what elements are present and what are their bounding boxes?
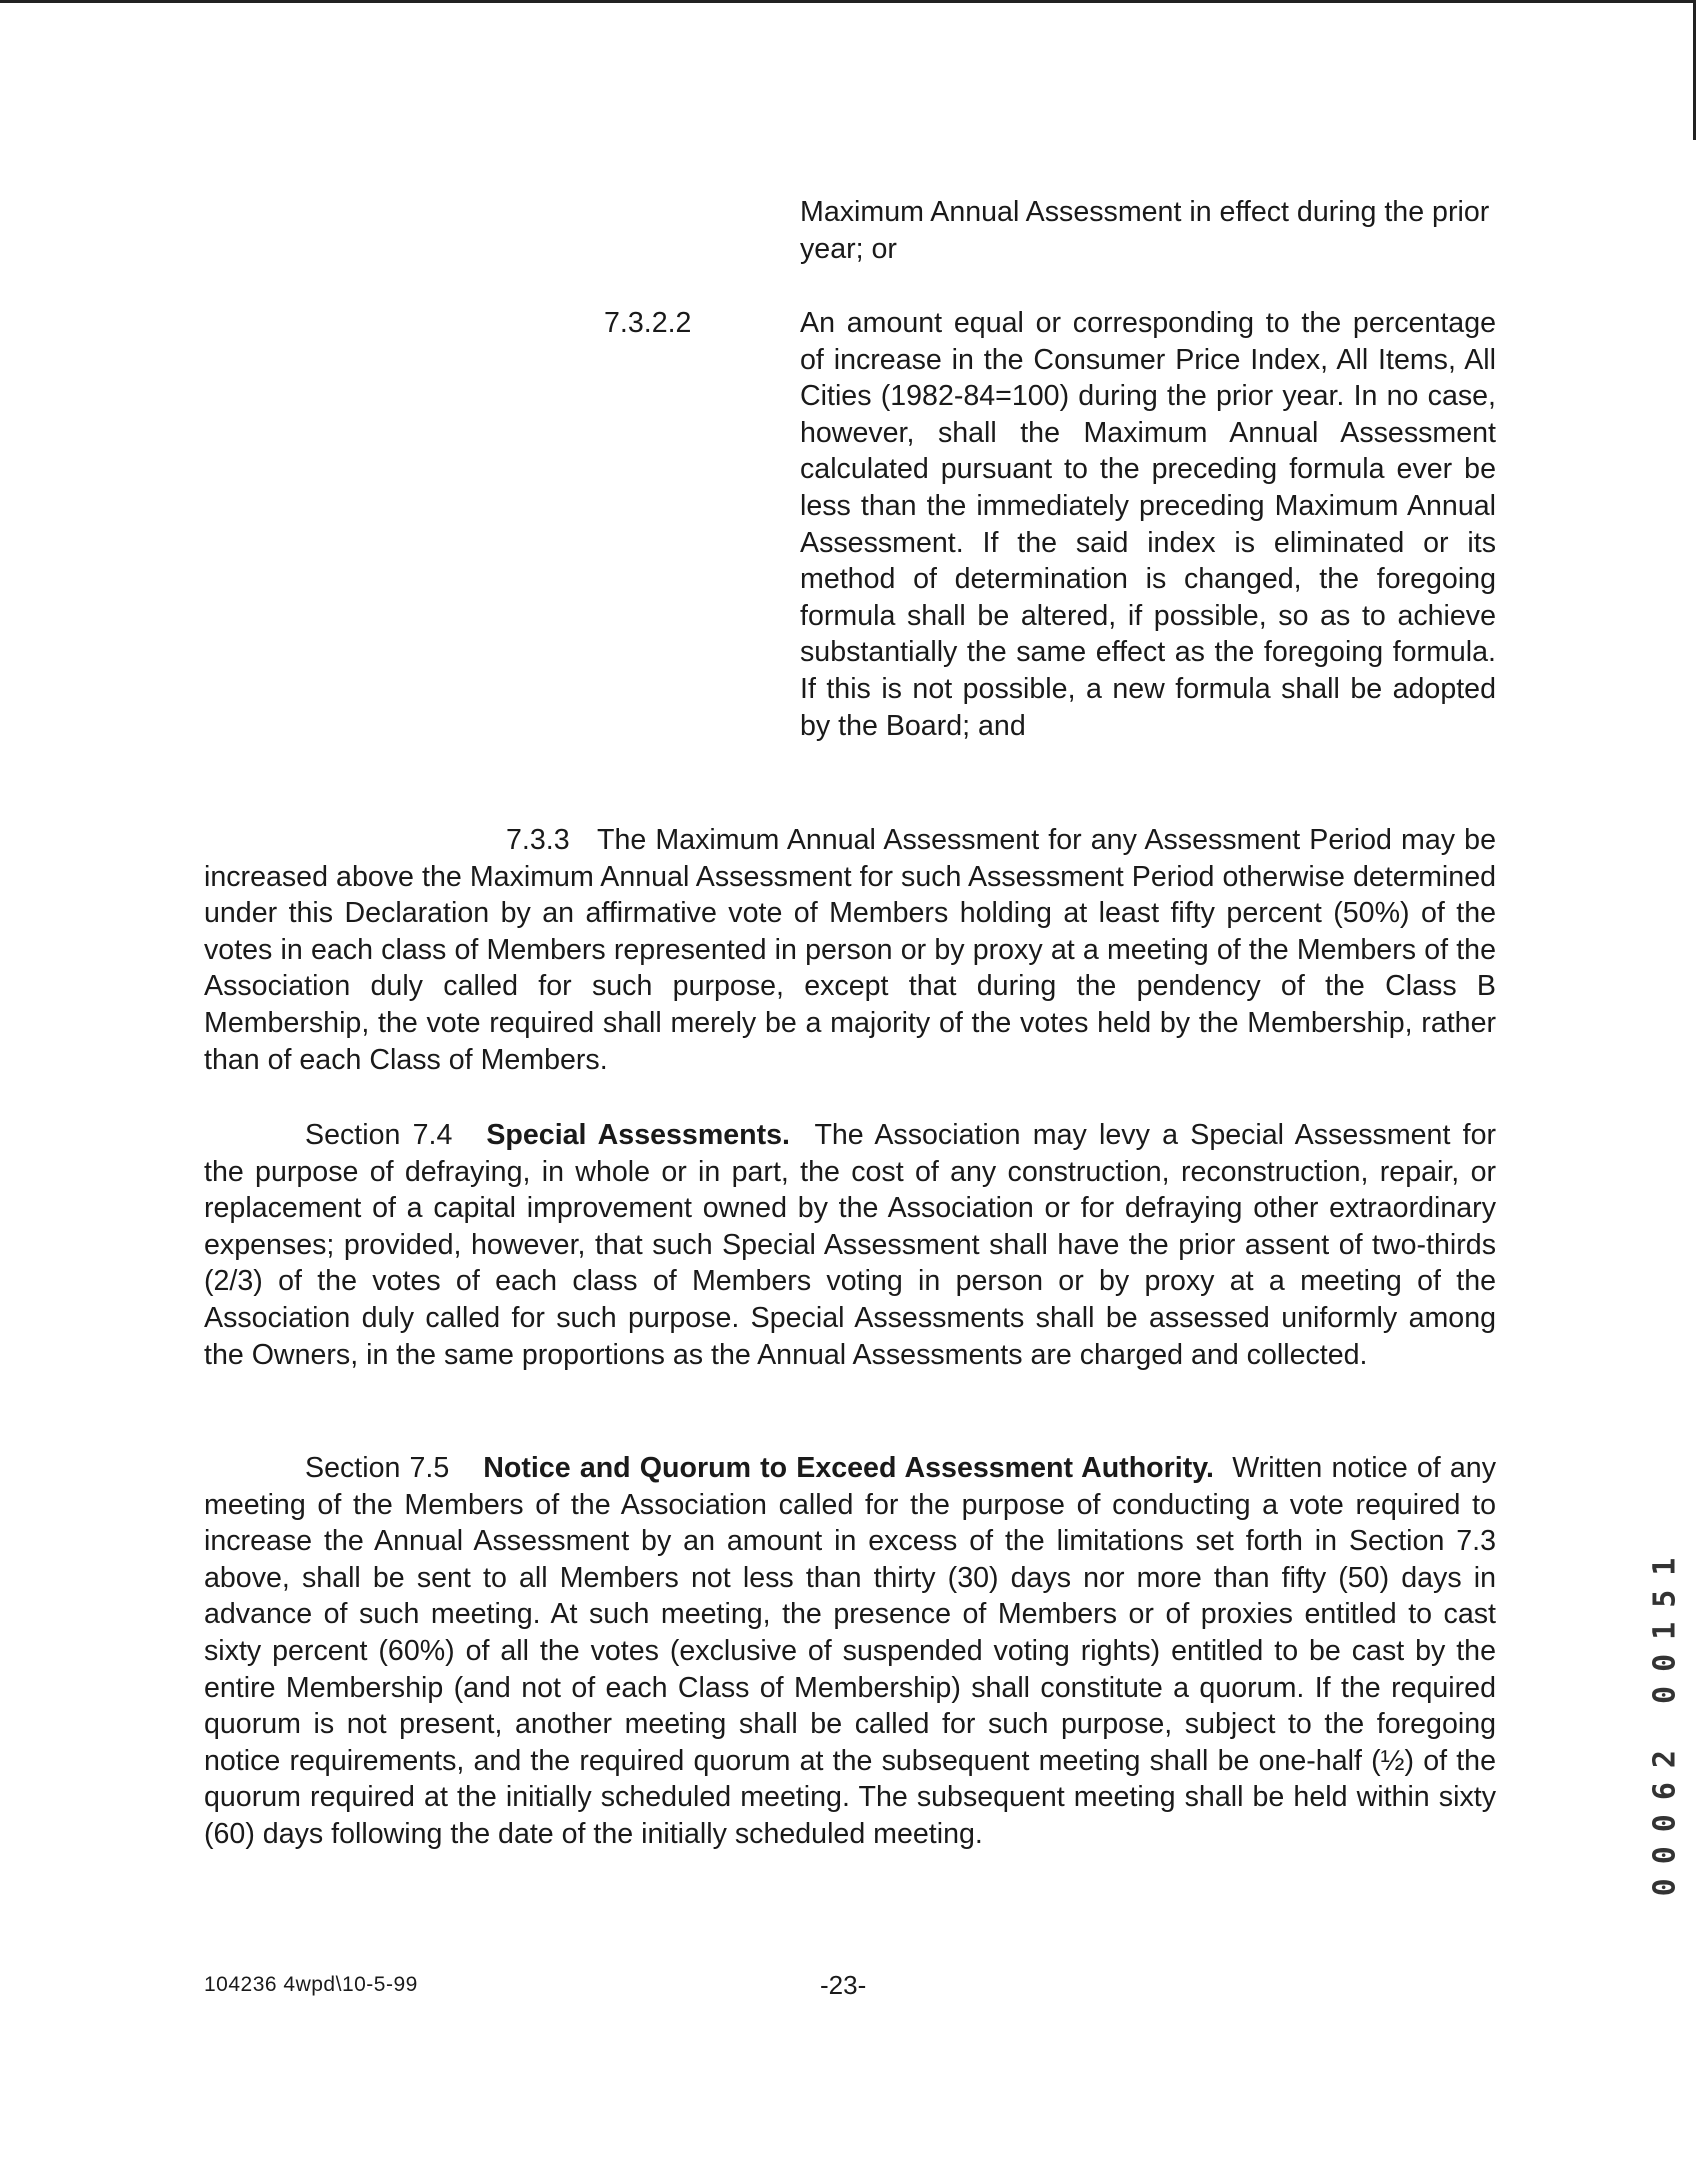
section-text-7-5: Written notice of any meeting of the Members of the Association called for the purpose of conducting a vote required to increase the Annual Assessment by an amount in excess of the limitations set forth in Section 7.3 above, shall be sent to all Members not less than thirty (30) days nor more than fifty (50) days in advance of such meeting. At such meeting, the presence of Members or of proxies entitled to cast sixty percent (60%) of all the votes (exclusive of suspended voting rights) entitled to be cast by the entire Membership (and not of each Class of Membership) shall constitute a quorum. If the required quorum is not present, another meeting shall be called for such purpose, subject to the foregoing notice requirements, and the required quorum at the subsequent meeting shall be one-half (½) of the quorum required at the initially scheduled meeting. The subsequent meeting shall be held within sixty (60) days following the date of the initially scheduled meeting. (204, 1452, 1496, 1850)
subsection-text-7322: An amount equal or corresponding to the percentage of increase in the Consumer Price Index, All Items, All Cities (1982-84=100) during the prior year. In no case, however, shall the Maximum Annual Assessment calculated pursuant to the preceding formula ever be less than the immediately preceding Maximum Annual Assessment. If the said index is eliminated or its method of determination is changed, the foregoing formula shall be altered, if possible, so as to achieve substantially the same effect as the foregoing formula. If this is not possible, a new formula shall be adopted by the Board; and (800, 307, 1496, 742)
subsection-number-733: 7.3.3 (506, 824, 570, 856)
subsection-733 (204, 822, 1496, 1078)
section-7-5 (204, 1450, 1496, 1853)
margin-bates-stamp (1640, 1500, 1690, 1940)
section-title-7-4: Special Assessments. (486, 1119, 790, 1151)
section-7-4 (204, 1117, 1496, 1373)
footer-page-number: -23- (820, 1970, 867, 2000)
section-label-7-5: Section 7.5 (305, 1452, 450, 1484)
subsection-number-7322: 7.3.2.2 (604, 307, 692, 339)
continuation-text: Maximum Annual Assessment in effect during the prior year; or (800, 196, 1490, 265)
section-text-7-4: The Association may levy a Special Assessment for the purpose of defraying, in whole or in part, the cost of any construction, reconstruction, repair, or replacement of a capital improvement owned by the Association or for defraying other extraordinary expenses; provided, however, that such Special Assessment shall have the prior assent of two-thirds (2/3) of the votes of each class of Members voting in person or by proxy at a meeting of the Association duly called for such purpose. Special Assessments shall be assessed uniformly among the Owners, in the same proportions as the Annual Assessments are charged and collected. (204, 1119, 1496, 1371)
footer-document-id: 104236 4wpd\10-5-99 (204, 1973, 418, 1996)
section-title-7-5: Notice and Quorum to Exceed Assessment Authority. (483, 1452, 1214, 1484)
section-label-7-4: Section 7.4 (305, 1119, 453, 1151)
margin-stamp-text: 00062 00151 (1647, 1543, 1683, 1897)
subsection-text-733: The Maximum Annual Assessment for any Assessment Period may be increased above the Maximum Annual Assessment for such Assessment Period otherwise determined under this Declaration by an affirmative vote of Members holding at least fifty percent (50%) of the votes in each class of Members represented in person or by proxy at a meeting of the Members of the Association duly called for such purpose, except that during the pendency of the Class B Membership, the vote required shall merely be a majority of the votes held by the Membership, rather than of each Class of Members. (204, 824, 1496, 1076)
page-top-edge (0, 0, 1696, 3)
